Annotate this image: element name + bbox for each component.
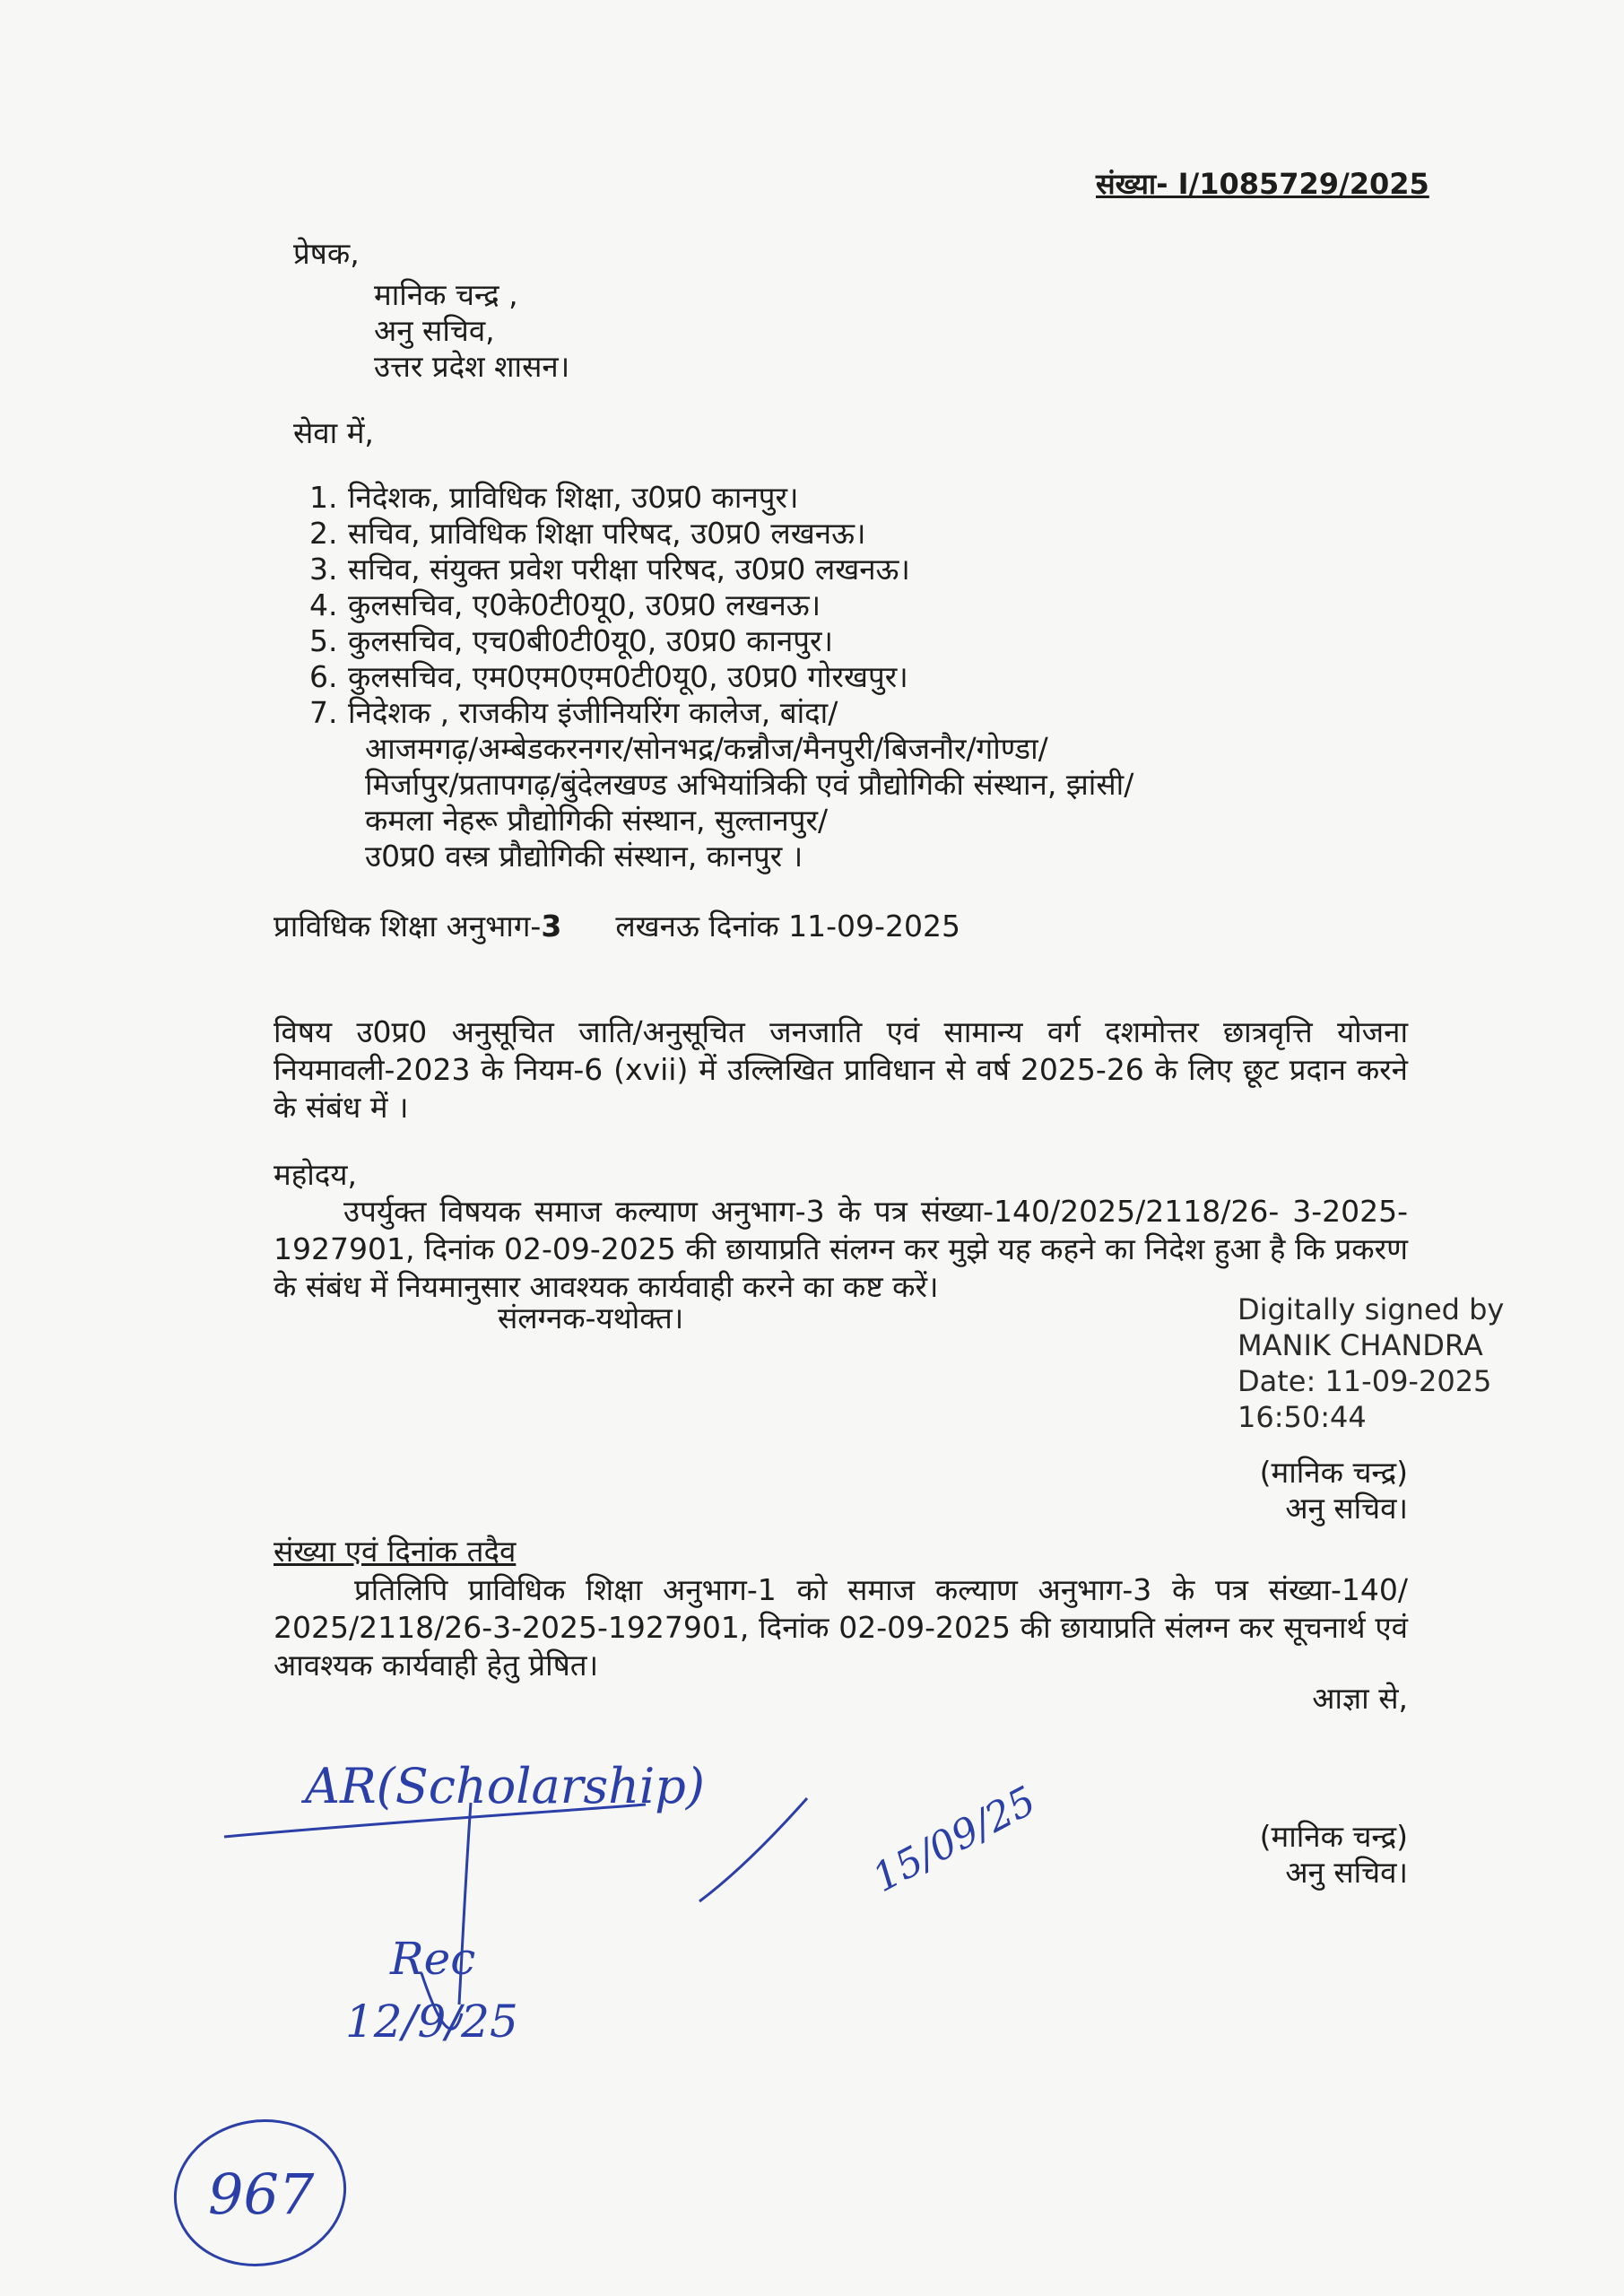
letter-body: उपर्युक्त विषयक समाज कल्याण अनुभाग-3 के पत्र संख्या-140/2025/2118/26- 3-2025-1927901, दिनांक 02-09-2025 की छायाप्रति संलग्न कर मुझे यह कहने का निदेश हुआ है कि प्रकरण के संबंध में नियमानुसार आवश्यक कार्यवाही करने का कष्ट करें।	[274, 1194, 1408, 1304]
subject: विषय उ0प्र0 अनुसूचित जाति/अनुसूचित जनजाति एवं सामान्य वर्ग दशमोत्तर छात्रवृत्ति योजना नियमावली-2023 के नियम-6 (xvii) में उल्लिखित प्राविधान से वर्ष 2025-26 के लिए छूट प्रदान करने के संबंध में ।	[274, 1014, 1408, 1125]
signatory-name: (मानिक चन्द्र)	[1259, 1819, 1408, 1854]
recipient-text: कुलसचिव, एच0बी0टी0यू0, उ0प्र0 कानपुर।	[348, 623, 834, 658]
diary-number: 967	[208, 2161, 315, 2227]
recipient-text: सचिव, संयुक्त प्रवेश परीक्षा परिषद, उ0प्र0 लखनऊ।	[348, 552, 910, 587]
sender-designation: अनु सचिव,	[374, 313, 495, 348]
recipient-continuation: कमला नेहरू प्रौद्योगिकी संस्थान, सुल्तानपुर/	[365, 803, 829, 838]
signatory-designation: अनु सचिव।	[1285, 1491, 1408, 1526]
recipient-text: कुलसचिव, ए0के0टी0यू0, उ0प्र0 लखनऊ।	[348, 587, 821, 622]
initials-date: 15/09/25	[865, 1778, 1044, 1902]
sender-office: उत्तर प्रदेश शासन।	[374, 349, 570, 384]
digital-signature-line: MANIK CHANDRA	[1238, 1328, 1483, 1362]
digital-signature-line: Date: 11-09-2025	[1238, 1364, 1492, 1398]
memo-heading: संख्या एवं दिनांक तदैव	[274, 1534, 517, 1569]
to-label: सेवा में,	[293, 415, 374, 450]
department-number: 3	[541, 909, 562, 944]
order-note: आज्ञा से,	[1312, 1681, 1408, 1716]
recipient-text: कुलसचिव, एम0एम0एम0टी0यू0, उ0प्र0 गोरखपुर।	[348, 659, 908, 694]
sender-name: मानिक चन्द्र ,	[374, 277, 518, 312]
recipient-number: 2.	[309, 516, 338, 551]
department-name: प्राविधिक शिक्षा अनुभाग-	[274, 909, 542, 944]
signatory-designation: अनु सचिव।	[1285, 1855, 1408, 1890]
enclosure-note: संलग्नक-यथोक्त।	[498, 1300, 684, 1335]
received-date: 12/9/25	[345, 1996, 518, 2048]
signatory-name: (मानिक चन्द्र)	[1259, 1455, 1408, 1490]
recipient-continuation: मिर्जापुर/प्रतापगढ़/बुंदेलखण्ड अभियांत्रिकी एवं प्रौद्योगिकी संस्थान, झांसी/	[365, 767, 1134, 802]
initial-stroke-icon	[699, 1798, 807, 1901]
digital-signature-line: Digitally signed by	[1238, 1292, 1505, 1326]
received-note: Rec	[390, 1933, 476, 1985]
recipient-text: निदेशक, प्राविधिक शिक्षा, उ0प्र0 कानपुर।	[348, 480, 799, 515]
recipient-text: निदेशक , राजकीय इंजीनियरिंग कालेज, बांदा/	[348, 695, 838, 730]
digital-signature-line: 16:50:44	[1238, 1400, 1367, 1434]
recipient-continuation: आजमगढ़/अम्बेडकरनगर/सोनभद्र/कन्नौज/मैनपुरी/बिजनौर/गोण्डा/	[365, 731, 1048, 766]
recipient-number: 1.	[309, 480, 338, 515]
place-date: लखनऊ दिनांक 11-09-2025	[615, 909, 960, 944]
recipient-text: सचिव, प्राविधिक शिक्षा परिषद, उ0प्र0 लखनऊ।	[348, 516, 866, 551]
recipient-number: 7.	[309, 695, 338, 730]
recipient-number: 5.	[309, 623, 338, 658]
reference-number: संख्या- I/1085729/2025	[1096, 167, 1429, 201]
recipient-number: 3.	[309, 552, 338, 587]
handwritten-note: AR(Scholarship)	[305, 1758, 705, 1814]
salutation: महोदय,	[274, 1157, 357, 1192]
recipient-number: 4.	[309, 587, 338, 622]
copy-text: प्रतिलिपि प्राविधिक शिक्षा अनुभाग-1 को समाज कल्याण अनुभाग-3 के पत्र संख्या-140/ 2025/2118/26-3-2025-1927901, दिनांक 02-09-2025 की छायाप्रति संलग्न कर सूचनार्थ एवं आवश्यक कार्यवाही हेतु प्रेषित।	[274, 1572, 1408, 1683]
sender-label: प्रेषक,	[293, 236, 360, 271]
recipient-continuation: उ0प्र0 वस्त्र प्रौद्योगिकी संस्थान, कानपुर ।	[365, 839, 803, 874]
recipient-number: 6.	[309, 659, 338, 694]
